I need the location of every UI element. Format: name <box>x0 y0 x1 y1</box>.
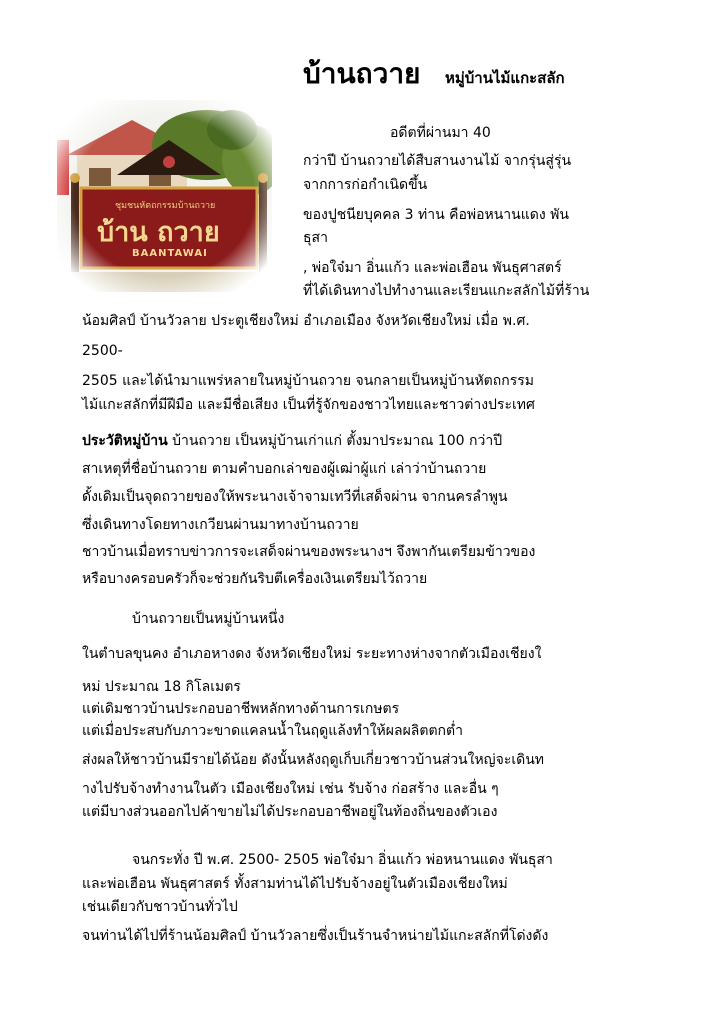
village-sign-photo <box>57 100 272 292</box>
text-line: ธุสา <box>303 230 328 246</box>
text-line: างไปรับจ้างทำงานในตัว เมืองเชียงใหม่ เช่น รับจ้าง ก่อสร้าง และอื่น ๆ <box>82 781 499 797</box>
text-line: , พ่อใจ๋มา อิ่นแก้ว และพ่อเฮือน พันธุศาสตร์ <box>303 260 562 276</box>
text-line: จากการก่อกำเนิดขึ้น <box>303 177 428 193</box>
sign-small-text: ชุมชนหัตถกรรมบ้านถวาย <box>115 201 216 211</box>
text-line: 2500- <box>82 343 123 359</box>
text-line: บ้านถวายเป็นหมู่บ้านหนึ่ง <box>132 611 285 627</box>
text-line: จนกระทั่ง ปี พ.ศ. 2500- 2505 พ่อใจ๋มา อิ่นแก้ว พ่อหนานแดง พันธุสา <box>132 852 553 868</box>
text-line: แต่เมื่อประสบกับภาวะขาดแคลนน้ำในฤดูแล้งทำให้ผลผลิตตกต่ำ <box>82 723 463 739</box>
text-line: กว่าปี บ้านถวายได้สืบสานงานไม้ จากรุ่นสู่รุ่น <box>303 153 572 169</box>
text-line: ส่งผลให้ชาวบ้านมีรายได้น้อย ดังนั้นหลังฤดูเก็บเกี่ยวชาวบ้านส่วนใหญ่จะเดินท <box>82 752 545 768</box>
text-line: อดีตที่ผ่านมา 40 <box>390 125 491 141</box>
page-subtitle: หมู่บ้านไม้แกะสลัก <box>445 69 565 87</box>
text-line: สาเหตุที่ชื่อบ้านถวาย ตามคำบอกเล่าของผู้เฒ่าผู้แก่ เล่าว่าบ้านถวาย <box>82 461 487 477</box>
text-line: ซึ่งเดินทางโดยทางเกวียนผ่านมาทางบ้านถวาย <box>82 517 359 533</box>
text-line: บ้านถวาย เป็นหมู่บ้านเก่าแก่ ตั้งมาประมาณ 100 กว่าปี <box>167 433 503 449</box>
page-title: บ้านถวาย <box>303 57 421 90</box>
text-line: น้อมศิลป์ บ้านวัวลาย ประตูเชียงใหม่ อำเภอเมือง จังหวัดเชียงใหม่ เมื่อ พ.ศ. <box>82 313 530 329</box>
text-line: และพ่อเฮือน พันธุศาสตร์ ทั้งสามท่านได้ไปรับจ้างอยู่ในตัวเมืองเชียงใหม่ <box>82 876 508 892</box>
history-heading: ประวัติหมู่บ้าน <box>82 433 168 449</box>
text-line: ดั้งเดิมเป็นจุดถวายของให้พระนางเจ้าจามเทวีที่เสด็จผ่าน จากนครลำพูน <box>82 489 508 505</box>
text-line: ที่ได้เดินทางไปทำงานและเรียนแกะสลักไม้ที่ร้าน <box>303 283 590 299</box>
text-line: หรือบางครอบครัวก็จะช่วยกันริบตีเครื่องเงินเตรียมไว้ถวาย <box>82 571 428 587</box>
history-paragraph-start <box>82 432 502 450</box>
text-line: แต่เดิมชาวบ้านประกอบอาชีพหลักทางด้านการเกษตร <box>82 701 400 717</box>
text-line: เช่นเดียวกับชาวบ้านทั่วไป <box>82 899 238 915</box>
text-line: หม่ ประมาณ 18 กิโลเมตร <box>82 679 241 695</box>
text-line: ชาวบ้านเมื่อทราบข่าวการจะเสด็จผ่านของพระนางฯ จึงพากันเตรียมข้าวของ <box>82 544 536 560</box>
text-line: แต่มีบางส่วนออกไปค้าขายไม่ได้ประกอบอาชีพอยู่ในท้องถิ่นของตัวเอง <box>82 804 498 820</box>
text-line: ไม้แกะสลักที่มีฝีมือ และมีชื่อเสียง เป็นที่รู้จักของชาวไทยและชาวต่างประเทศ <box>82 397 535 413</box>
sign-latin-text: BAANTAWAI <box>132 248 208 259</box>
text-line: ในตำบลขุนคง อำเภอหางดง จังหวัดเชียงใหม่ ระยะทางห่างจากตัวเมืองเชียงใ <box>82 646 542 662</box>
sign-main-text: บ้าน ถวาย <box>97 217 220 248</box>
text-line: ของปูชนียบุคคล 3 ท่าน คือพ่อหนานแดง พัน <box>303 207 569 223</box>
text-line: จนท่านได้ไปที่ร้านน้อมศิลป์ บ้านวัวลายซึ่งเป็นร้านจำหน่ายไม้แกะสลักที่โด่งดัง <box>82 928 549 944</box>
text-line: 2505 และได้นำมาแพร่หลายในหมู่บ้านถวาย จนกลายเป็นหมู่บ้านหัตถกรรม <box>82 373 534 389</box>
